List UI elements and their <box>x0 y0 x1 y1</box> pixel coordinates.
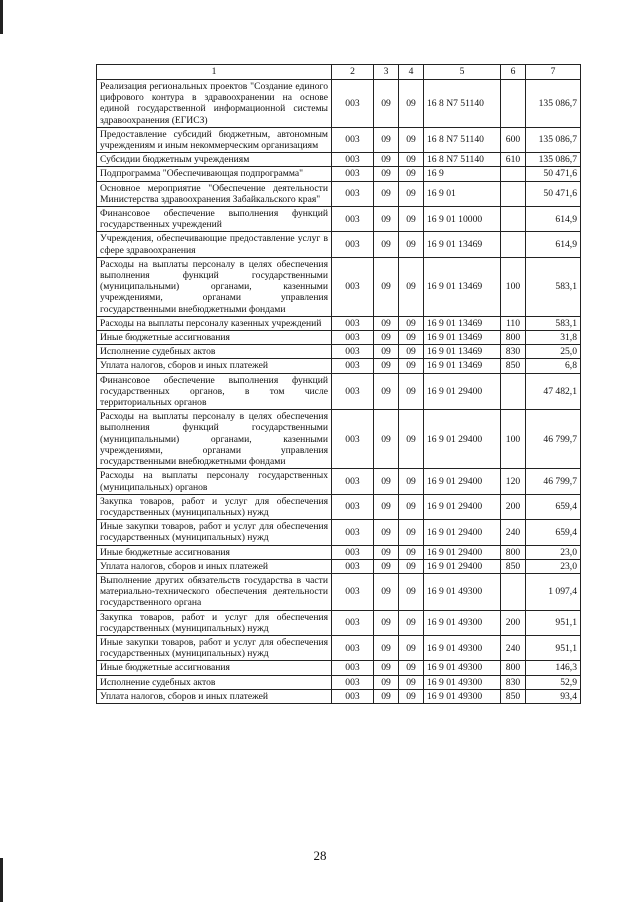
cell-subsection: 09 <box>399 167 424 181</box>
cell-section: 09 <box>374 675 399 689</box>
cell-admin-code: 003 <box>332 559 374 573</box>
scan-edge-mark-top <box>0 0 3 34</box>
cell-name: Субсидии бюджетным учреждениям <box>97 153 332 167</box>
table-header-row <box>97 65 581 80</box>
cell-amount: 135 086,7 <box>526 153 581 167</box>
cell-target-article: 16 9 01 49300 <box>424 689 501 703</box>
cell-name: Уплата налогов, сборов и иных платежей <box>97 559 332 573</box>
cell-subsection: 09 <box>399 573 424 610</box>
cell-target-article: 16 8 N7 51140 <box>424 153 501 167</box>
table-body <box>97 80 581 704</box>
cell-section: 09 <box>374 469 399 494</box>
cell-section: 09 <box>374 410 399 469</box>
cell-target-article: 16 9 01 13469 <box>424 345 501 359</box>
cell-amount: 135 086,7 <box>526 80 581 128</box>
table-row <box>97 689 581 703</box>
cell-subsection: 09 <box>399 635 424 660</box>
cell-subsection: 09 <box>399 127 424 152</box>
cell-subsection: 09 <box>399 559 424 573</box>
cell-section: 09 <box>374 316 399 330</box>
cell-name: Иные бюджетные ассигнования <box>97 331 332 345</box>
cell-name: Выполнение других обязательств государства в части материально-технического обеспечения деятельности государственного органа <box>97 573 332 610</box>
cell-amount: 93,4 <box>526 689 581 703</box>
page-number: 28 <box>313 848 327 863</box>
cell-section: 09 <box>374 80 399 128</box>
cell-expense-type: 800 <box>501 661 526 675</box>
cell-name: Основное мероприятие "Обеспечение деятельности Министерства здравоохранения Забайкальского края" <box>97 181 332 206</box>
table-row <box>97 316 581 330</box>
cell-target-article: 16 9 01 49300 <box>424 661 501 675</box>
cell-subsection: 09 <box>399 469 424 494</box>
cell-amount: 23,0 <box>526 545 581 559</box>
cell-amount: 6,8 <box>526 359 581 373</box>
table-row <box>97 359 581 373</box>
cell-expense-type <box>501 207 526 232</box>
cell-section: 09 <box>374 207 399 232</box>
cell-expense-type: 850 <box>501 359 526 373</box>
cell-subsection: 09 <box>399 661 424 675</box>
cell-subsection: 09 <box>399 610 424 635</box>
cell-expense-type: 850 <box>501 559 526 573</box>
cell-target-article: 16 9 01 29400 <box>424 410 501 469</box>
cell-section: 09 <box>374 127 399 152</box>
table-row <box>97 559 581 573</box>
header-col-3: 3 <box>374 65 399 80</box>
cell-admin-code: 003 <box>332 545 374 559</box>
cell-name: Уплата налогов, сборов и иных платежей <box>97 359 332 373</box>
cell-admin-code: 003 <box>332 373 374 410</box>
cell-admin-code: 003 <box>332 675 374 689</box>
cell-target-article: 16 9 01 13469 <box>424 331 501 345</box>
cell-target-article: 16 9 01 10000 <box>424 207 501 232</box>
cell-expense-type: 120 <box>501 469 526 494</box>
cell-amount: 614,9 <box>526 232 581 257</box>
cell-name: Закупка товаров, работ и услуг для обеспечения государственных (муниципальных) нужд <box>97 494 332 519</box>
cell-target-article: 16 8 N7 51140 <box>424 127 501 152</box>
cell-target-article: 16 9 01 <box>424 181 501 206</box>
table-row <box>97 675 581 689</box>
cell-admin-code: 003 <box>332 689 374 703</box>
cell-target-article: 16 9 01 49300 <box>424 610 501 635</box>
table-row <box>97 373 581 410</box>
cell-amount: 583,1 <box>526 316 581 330</box>
table-row <box>97 635 581 660</box>
table-row <box>97 610 581 635</box>
cell-expense-type: 800 <box>501 331 526 345</box>
cell-subsection: 09 <box>399 331 424 345</box>
cell-expense-type: 100 <box>501 410 526 469</box>
cell-target-article: 16 9 01 49300 <box>424 635 501 660</box>
cell-amount: 47 482,1 <box>526 373 581 410</box>
cell-expense-type: 800 <box>501 545 526 559</box>
cell-admin-code: 003 <box>332 153 374 167</box>
cell-target-article: 16 8 N7 51140 <box>424 80 501 128</box>
cell-admin-code: 003 <box>332 469 374 494</box>
cell-section: 09 <box>374 545 399 559</box>
cell-expense-type: 100 <box>501 257 526 316</box>
table-row <box>97 167 581 181</box>
cell-admin-code: 003 <box>332 610 374 635</box>
table-row <box>97 257 581 316</box>
cell-name: Уплата налогов, сборов и иных платежей <box>97 689 332 703</box>
cell-target-article: 16 9 01 29400 <box>424 559 501 573</box>
table-row <box>97 345 581 359</box>
header-col-1: 1 <box>97 65 332 80</box>
table-row <box>97 469 581 494</box>
cell-name: Финансовое обеспечение выполнения функций государственных учреждений <box>97 207 332 232</box>
cell-target-article: 16 9 01 29400 <box>424 373 501 410</box>
budget-table <box>96 64 581 704</box>
cell-target-article: 16 9 01 49300 <box>424 573 501 610</box>
cell-section: 09 <box>374 181 399 206</box>
cell-subsection: 09 <box>399 410 424 469</box>
cell-section: 09 <box>374 689 399 703</box>
cell-subsection: 09 <box>399 520 424 545</box>
header-col-5: 5 <box>424 65 501 80</box>
cell-amount: 52,9 <box>526 675 581 689</box>
cell-section: 09 <box>374 661 399 675</box>
cell-subsection: 09 <box>399 689 424 703</box>
cell-target-article: 16 9 01 29400 <box>424 545 501 559</box>
cell-amount: 135 086,7 <box>526 127 581 152</box>
cell-name: Расходы на выплаты персоналу казенных учреждений <box>97 316 332 330</box>
cell-expense-type <box>501 181 526 206</box>
cell-amount: 46 799,7 <box>526 469 581 494</box>
cell-admin-code: 003 <box>332 410 374 469</box>
cell-section: 09 <box>374 610 399 635</box>
cell-amount: 659,4 <box>526 494 581 519</box>
cell-subsection: 09 <box>399 257 424 316</box>
cell-name: Исполнение судебных актов <box>97 675 332 689</box>
cell-admin-code: 003 <box>332 573 374 610</box>
table-row <box>97 573 581 610</box>
cell-admin-code: 003 <box>332 257 374 316</box>
cell-amount: 951,1 <box>526 610 581 635</box>
cell-section: 09 <box>374 373 399 410</box>
cell-expense-type: 200 <box>501 610 526 635</box>
cell-admin-code: 003 <box>332 167 374 181</box>
cell-amount: 583,1 <box>526 257 581 316</box>
header-col-2: 2 <box>332 65 374 80</box>
cell-amount: 23,0 <box>526 559 581 573</box>
cell-expense-type <box>501 373 526 410</box>
cell-name: Подпрограмма "Обеспечивающая подпрограмма" <box>97 167 332 181</box>
cell-subsection: 09 <box>399 181 424 206</box>
cell-admin-code: 003 <box>332 232 374 257</box>
cell-subsection: 09 <box>399 373 424 410</box>
cell-admin-code: 003 <box>332 345 374 359</box>
table-row <box>97 181 581 206</box>
cell-admin-code: 003 <box>332 127 374 152</box>
cell-section: 09 <box>374 359 399 373</box>
cell-target-article: 16 9 01 29400 <box>424 520 501 545</box>
cell-admin-code: 003 <box>332 494 374 519</box>
cell-subsection: 09 <box>399 153 424 167</box>
cell-expense-type <box>501 573 526 610</box>
table-row <box>97 494 581 519</box>
cell-name: Расходы на выплаты персоналу государственных (муниципальных) органов <box>97 469 332 494</box>
cell-section: 09 <box>374 573 399 610</box>
cell-admin-code: 003 <box>332 635 374 660</box>
scan-edge-mark-bottom <box>0 858 3 902</box>
cell-name: Иные бюджетные ассигнования <box>97 661 332 675</box>
cell-expense-type: 240 <box>501 520 526 545</box>
table-row <box>97 153 581 167</box>
cell-amount: 951,1 <box>526 635 581 660</box>
cell-subsection: 09 <box>399 345 424 359</box>
cell-expense-type: 240 <box>501 635 526 660</box>
cell-name: Иные закупки товаров, работ и услуг для обеспечения государственных (муниципальных) нужд <box>97 635 332 660</box>
cell-section: 09 <box>374 167 399 181</box>
cell-name: Реализация региональных проектов "Создание единого цифрового контура в здравоохранении на основе единой государственной информационной системы здравоохранения (ЕГИСЗ) <box>97 80 332 128</box>
cell-admin-code: 003 <box>332 661 374 675</box>
cell-name: Финансовое обеспечение выполнения функций государственных органов, в том числе территориальных органов <box>97 373 332 410</box>
cell-expense-type <box>501 167 526 181</box>
cell-section: 09 <box>374 331 399 345</box>
cell-amount: 659,4 <box>526 520 581 545</box>
cell-target-article: 16 9 01 13469 <box>424 316 501 330</box>
cell-admin-code: 003 <box>332 359 374 373</box>
cell-section: 09 <box>374 559 399 573</box>
cell-amount: 46 799,7 <box>526 410 581 469</box>
cell-subsection: 09 <box>399 359 424 373</box>
cell-amount: 146,3 <box>526 661 581 675</box>
cell-section: 09 <box>374 153 399 167</box>
table-row <box>97 207 581 232</box>
table-row <box>97 410 581 469</box>
cell-expense-type: 850 <box>501 689 526 703</box>
cell-section: 09 <box>374 494 399 519</box>
cell-subsection: 09 <box>399 545 424 559</box>
header-col-4: 4 <box>399 65 424 80</box>
cell-expense-type <box>501 232 526 257</box>
cell-admin-code: 003 <box>332 520 374 545</box>
cell-name: Иные закупки товаров, работ и услуг для обеспечения государственных (муниципальных) нужд <box>97 520 332 545</box>
budget-table-container <box>96 64 580 704</box>
table-row <box>97 80 581 128</box>
cell-admin-code: 003 <box>332 316 374 330</box>
table-row <box>97 545 581 559</box>
cell-target-article: 16 9 01 29400 <box>424 494 501 519</box>
table-row <box>97 520 581 545</box>
cell-admin-code: 003 <box>332 207 374 232</box>
cell-section: 09 <box>374 232 399 257</box>
table-row <box>97 232 581 257</box>
cell-name: Иные бюджетные ассигнования <box>97 545 332 559</box>
cell-amount: 1 097,4 <box>526 573 581 610</box>
cell-subsection: 09 <box>399 232 424 257</box>
cell-amount: 25,0 <box>526 345 581 359</box>
header-col-6: 6 <box>501 65 526 80</box>
table-row <box>97 661 581 675</box>
cell-amount: 614,9 <box>526 207 581 232</box>
cell-name: Расходы на выплаты персоналу в целях обеспечения выполнения функций государственными (муниципальными) органами, казенными учреждениями, органами управления государственными внебюджетными фондами <box>97 410 332 469</box>
cell-expense-type <box>501 80 526 128</box>
cell-subsection: 09 <box>399 675 424 689</box>
cell-section: 09 <box>374 520 399 545</box>
header-col-7: 7 <box>526 65 581 80</box>
cell-expense-type: 830 <box>501 675 526 689</box>
cell-name: Исполнение судебных актов <box>97 345 332 359</box>
cell-subsection: 09 <box>399 494 424 519</box>
cell-section: 09 <box>374 635 399 660</box>
cell-name: Закупка товаров, работ и услуг для обеспечения государственных (муниципальных) нужд <box>97 610 332 635</box>
cell-subsection: 09 <box>399 316 424 330</box>
cell-expense-type: 600 <box>501 127 526 152</box>
table-row <box>97 127 581 152</box>
cell-name: Учреждения, обеспечивающие предоставление услуг в сфере здравоохранения <box>97 232 332 257</box>
cell-expense-type: 200 <box>501 494 526 519</box>
cell-amount: 31,8 <box>526 331 581 345</box>
cell-name: Предоставление субсидий бюджетным, автономным учреждениям и иным некоммерческим организациям <box>97 127 332 152</box>
table-row <box>97 331 581 345</box>
cell-target-article: 16 9 01 29400 <box>424 469 501 494</box>
cell-name: Расходы на выплаты персоналу в целях обеспечения выполнения функций государственными (муниципальными) органами, казенными учреждениями, органами управления государственными внебюджетными фондами <box>97 257 332 316</box>
cell-amount: 50 471,6 <box>526 181 581 206</box>
cell-expense-type: 830 <box>501 345 526 359</box>
cell-target-article: 16 9 01 13469 <box>424 232 501 257</box>
cell-target-article: 16 9 01 13469 <box>424 359 501 373</box>
cell-target-article: 16 9 01 49300 <box>424 675 501 689</box>
cell-expense-type: 110 <box>501 316 526 330</box>
cell-admin-code: 003 <box>332 80 374 128</box>
cell-section: 09 <box>374 257 399 316</box>
cell-subsection: 09 <box>399 80 424 128</box>
cell-amount: 50 471,6 <box>526 167 581 181</box>
cell-admin-code: 003 <box>332 181 374 206</box>
cell-expense-type: 610 <box>501 153 526 167</box>
cell-section: 09 <box>374 345 399 359</box>
cell-target-article: 16 9 <box>424 167 501 181</box>
cell-subsection: 09 <box>399 207 424 232</box>
cell-target-article: 16 9 01 13469 <box>424 257 501 316</box>
cell-admin-code: 003 <box>332 331 374 345</box>
